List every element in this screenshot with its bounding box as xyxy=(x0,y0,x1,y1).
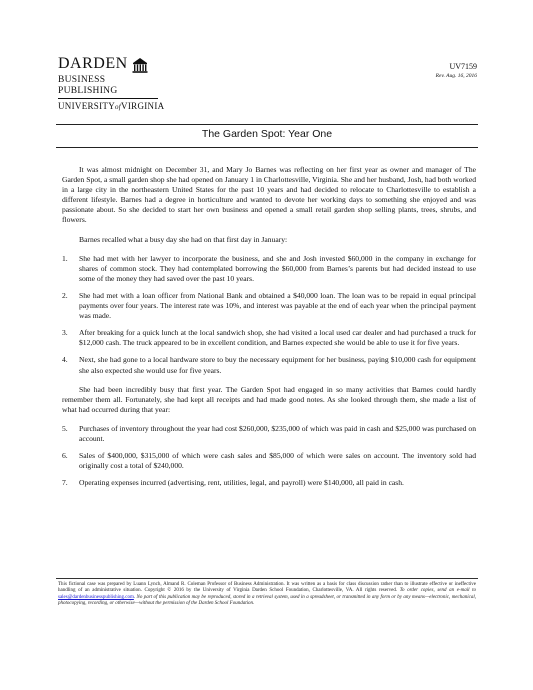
list-item: 5. Purchases of inventory throughout the year had cost $260,000, $235,000 of which was paid in cash and $25,000 was purchased on account. xyxy=(62,423,476,443)
title-rule-top xyxy=(56,124,478,125)
revision-date: Rev. Aug. 16, 2016 xyxy=(435,73,477,79)
paragraph-intro: It was almost midnight on December 31, and Mary Jo Barnes was reflecting on her first year as owner and manager of The Garden Spot, a small garden shop she had opened on January 1 in Charlottesville, Virginia. She and her husband, Josh, had both worked in a large city in the northeastern United States for the past 10 years and had decided to relocate to Charlottesville to establish a different lifestyle. Barnes had a degree in horticulture and wanted to devote her working days to something she enjoyed and was passionate about. So she decided to start her own business and opened a small retail garden shop selling plants, trees, shrubs, and flowers. xyxy=(62,165,476,225)
list-item: 2. She had met with a loan officer from National Bank and obtained a $40,000 loan. The loan was to be repaid in equal principal payments over four years. The interest rate was 10%, and interest was payable at the end of each year when the principal payment was made. xyxy=(62,290,476,321)
paragraph-recall: Barnes recalled what a busy day she had on that first day in January: xyxy=(79,234,288,244)
list-item: 1. She had met with her lawyer to incorporate the business, and she and Josh invested $60,000 in the company in exchange for shares of common stock. They had contemplated borrowing the $60,000 from Barnes’s parents but had decided instead to use some of the money they had saved over the past 10 years. xyxy=(62,253,476,283)
case-body xyxy=(62,165,476,497)
logo-university: UNIVERSITYofVIRGINIA xyxy=(58,101,165,111)
list-item: 3. After breaking for a quick lunch at the local sandwich shop, she had visited a local used car dealer and had purchased a truck for $12,000 cash. The truck appeared to be in excellent condition, and Barnes expected she would be able to use it for five years. xyxy=(62,328,476,348)
rotunda-icon xyxy=(131,56,149,74)
copyright-footer: This fictional case was prepared by Luann Lynch, Almand R. Coleman Professor of Business Administration. It was written as a basis for class discussion rather than to illustrate effective or ineffective handling of an administrative situation. Copyright © 2016 by the University of Virginia Darden School Foundation, Charlottesville, VA. All rights reserved. To order copies, send an e-mail to sales@dardenbusinesspublishing.com. No part of this publication may be reproduced, stored in a retrieval system, used in a spreadsheet, or transmitted in any form or by any means—electronic, mechanical, photocopying, recording, or otherwise—without the permission of the Darden School Foundation. xyxy=(58,582,476,607)
sales-email-link[interactable]: sales@dardenbusinesspublishing.com xyxy=(58,594,134,600)
case-title: The Garden Spot: Year One xyxy=(201,128,333,140)
year-activity-list xyxy=(62,424,476,488)
logo-business-publishing: BUSINESS PUBLISHING xyxy=(58,75,158,99)
logo-darden-text: DARDEN xyxy=(58,55,128,72)
case-code: UV7159 xyxy=(449,62,477,71)
footer-rule xyxy=(56,578,478,579)
paragraph-busy-year: She had been incredibly busy that first year. The Garden Spot had engaged in so many activities that Barnes could hardly remember them all. Fortunately, she had kept all receipts and had made good notes. As she looked through them, she made a list of what had occurred during that year: xyxy=(62,384,476,414)
list-item: 6. Sales of $400,000, $315,000 of which were cash sales and $85,000 of which were sales on account. The inventory sold had originally cost a total of $240,000. xyxy=(62,451,476,471)
list-item: 7. Operating expenses incurred (advertising, rent, utilities, legal, and payroll) were $140,000, all paid in cash. xyxy=(62,478,404,488)
case-meta xyxy=(436,62,477,80)
first-day-list xyxy=(62,254,476,376)
darden-logo xyxy=(58,56,168,113)
title-rule-bottom xyxy=(56,147,478,148)
list-item: 4. Next, she had gone to a local hardware store to buy the necessary equipment for her business, paying $10,000 cash for equipment she also expected she would use for five years. xyxy=(62,355,476,375)
